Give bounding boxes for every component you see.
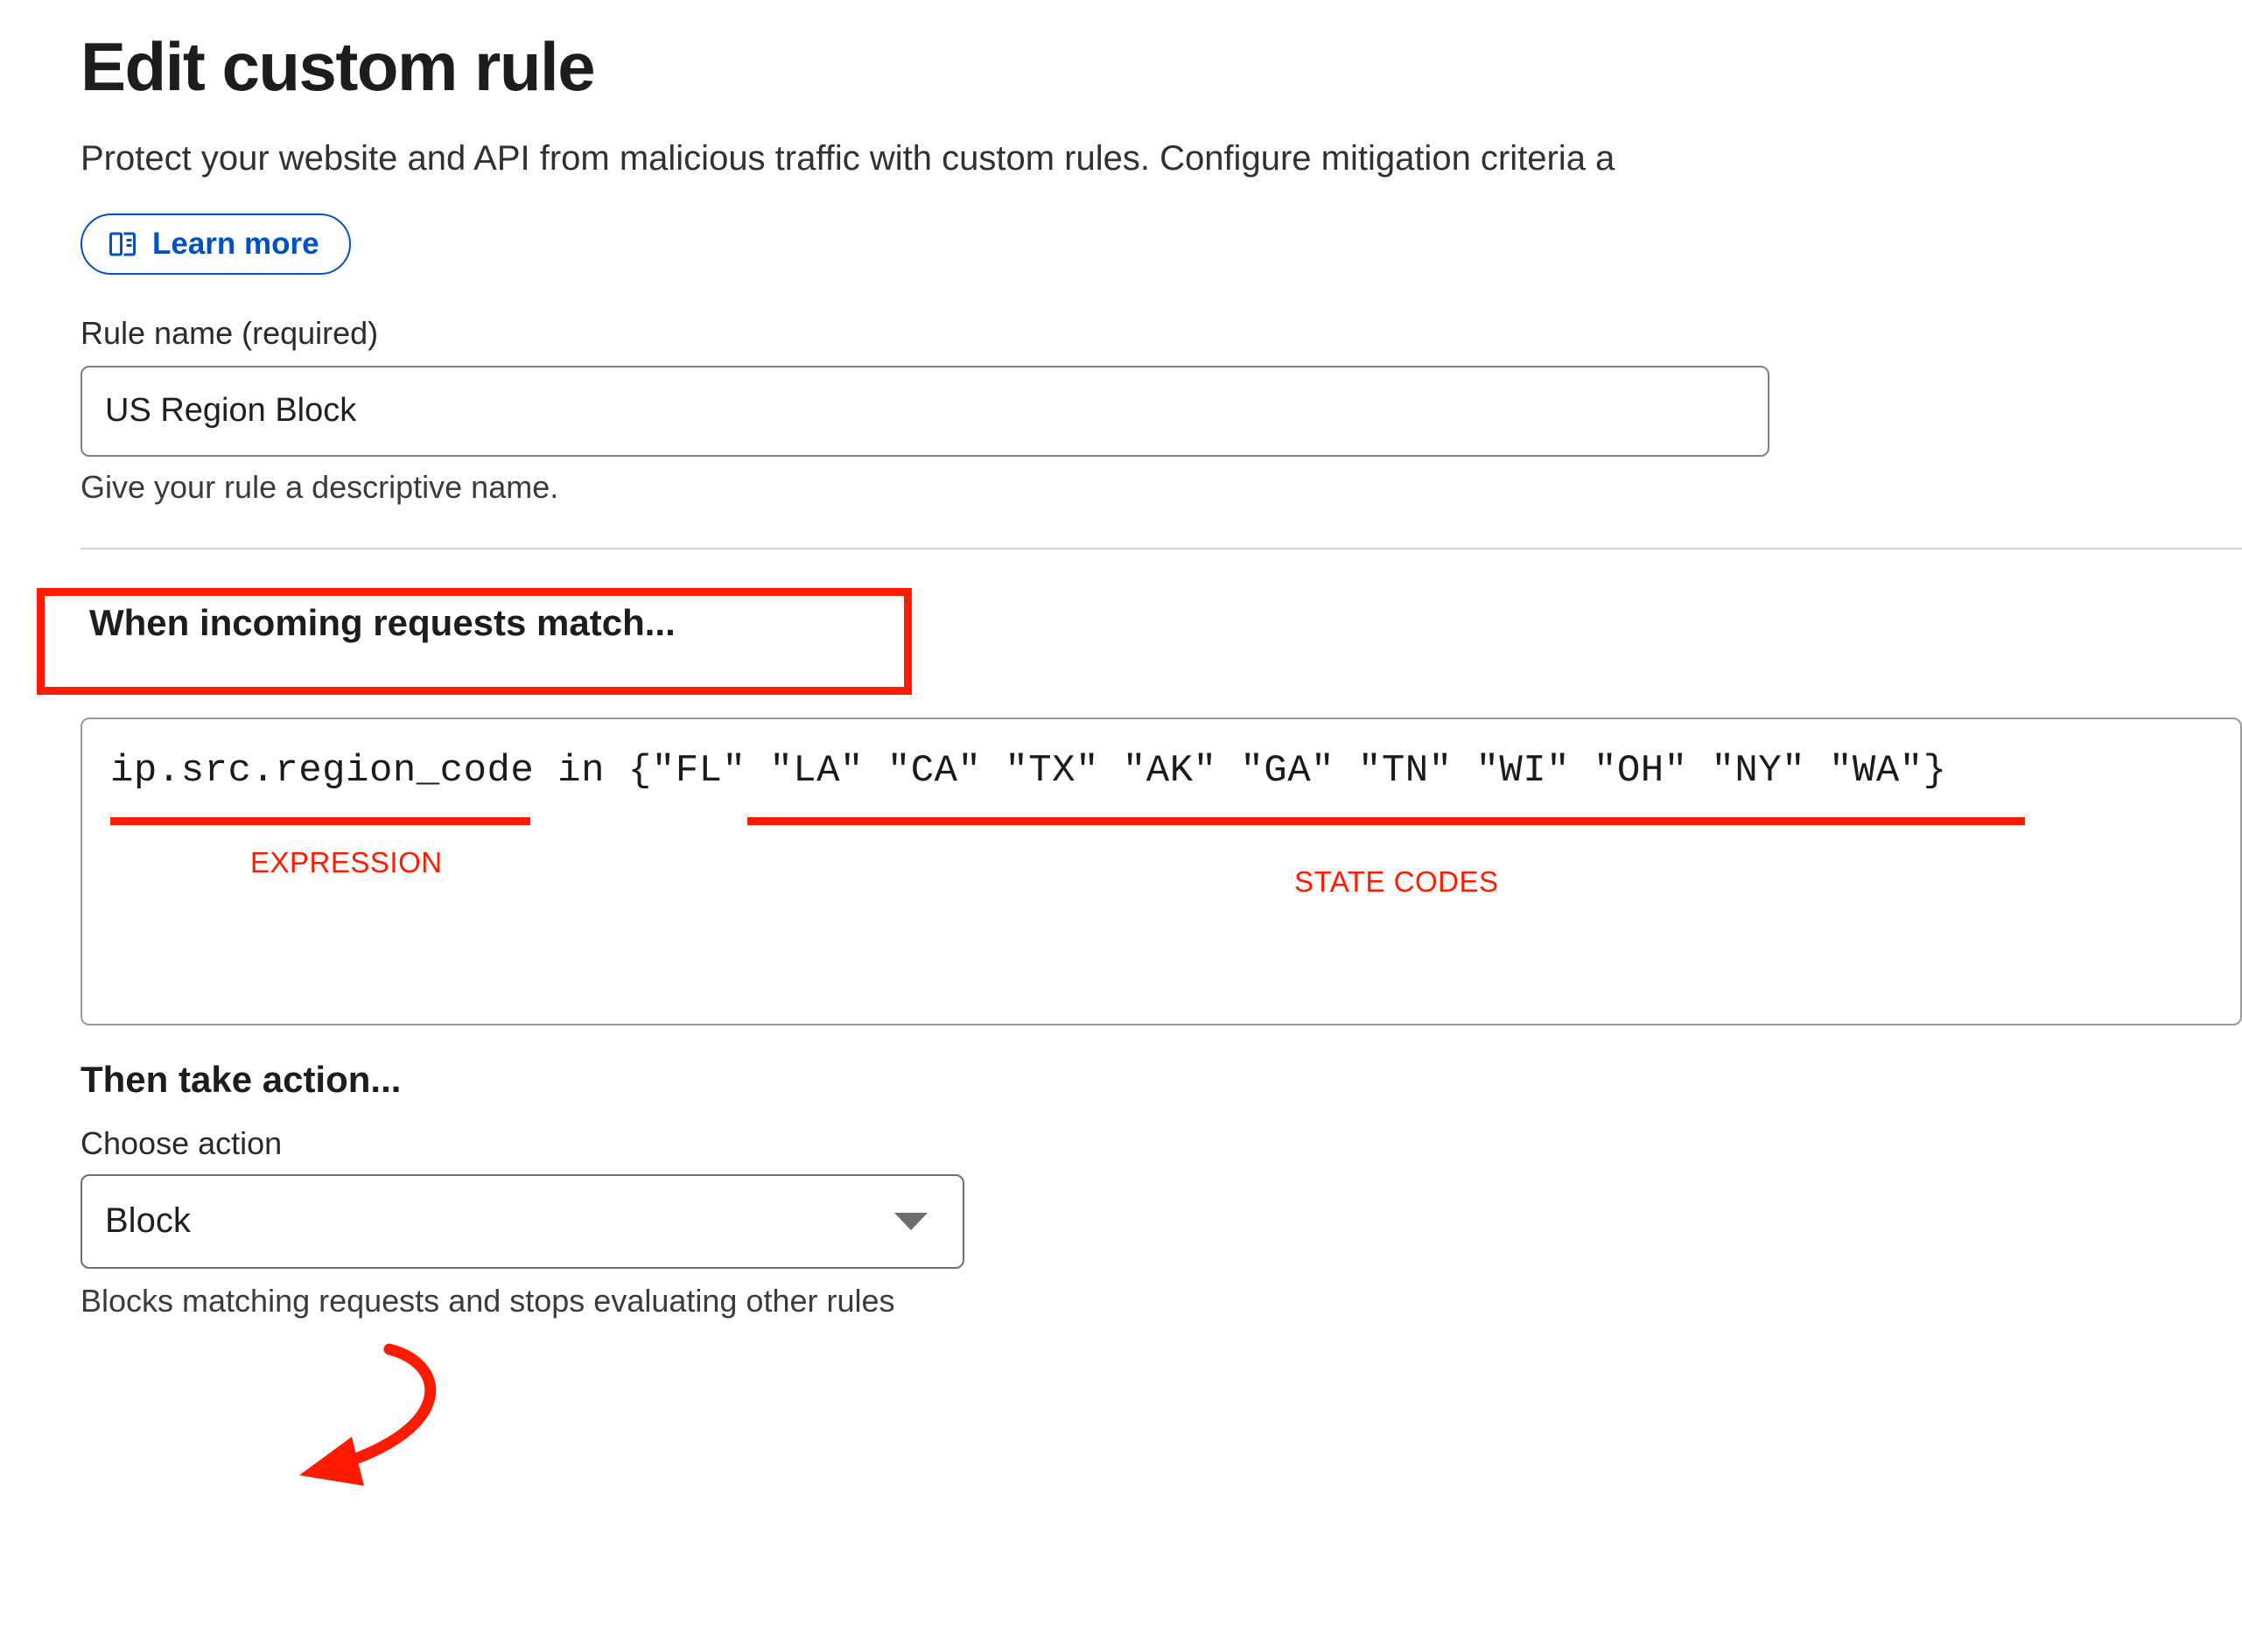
annotation-underline-expression: [110, 817, 530, 825]
action-section-heading: Then take action...: [81, 1058, 402, 1100]
learn-more-button[interactable]: [81, 214, 351, 275]
choose-action-label: Choose action: [81, 1124, 283, 1161]
annotation-arrow-to-action-select: [236, 1339, 534, 1514]
action-help-text: Blocks matching requests and stops evaluating other rules: [81, 1282, 895, 1319]
expression-text: ip.src.region_code in {"FL" "LA" "CA" "TX" "AK" "GA" "TN" "WI" "OH" "NY" "WA"}: [110, 748, 1947, 793]
match-section-heading: When incoming requests match...: [89, 601, 676, 643]
expression-editor[interactable]: [81, 718, 2242, 1026]
rule-name-input[interactable]: [81, 366, 1769, 457]
annotation-label-expression: EXPRESSION: [250, 845, 443, 878]
book-icon: [107, 228, 138, 260]
choose-action-select-wrap: [81, 1174, 964, 1269]
annotation-label-state-codes: STATE CODES: [1294, 864, 1499, 898]
rule-name-label: Rule name (required): [81, 314, 379, 351]
choose-action-select[interactable]: [81, 1174, 964, 1269]
learn-more-label: Learn more: [152, 226, 319, 261]
chevron-down-icon[interactable]: [894, 1213, 928, 1230]
annotation-underline-state-codes: [747, 817, 2025, 825]
page-subtitle: Protect your website and API from malicious traffic with custom rules. Configure mitigation criteria a: [81, 138, 1615, 178]
section-divider: [81, 548, 2242, 550]
rule-name-help: Give your rule a descriptive name.: [81, 468, 559, 505]
match-section-header-wrap: [81, 590, 688, 656]
page-title: Edit custom rule: [81, 28, 595, 105]
choose-action-selected-value: Block: [105, 1201, 191, 1241]
